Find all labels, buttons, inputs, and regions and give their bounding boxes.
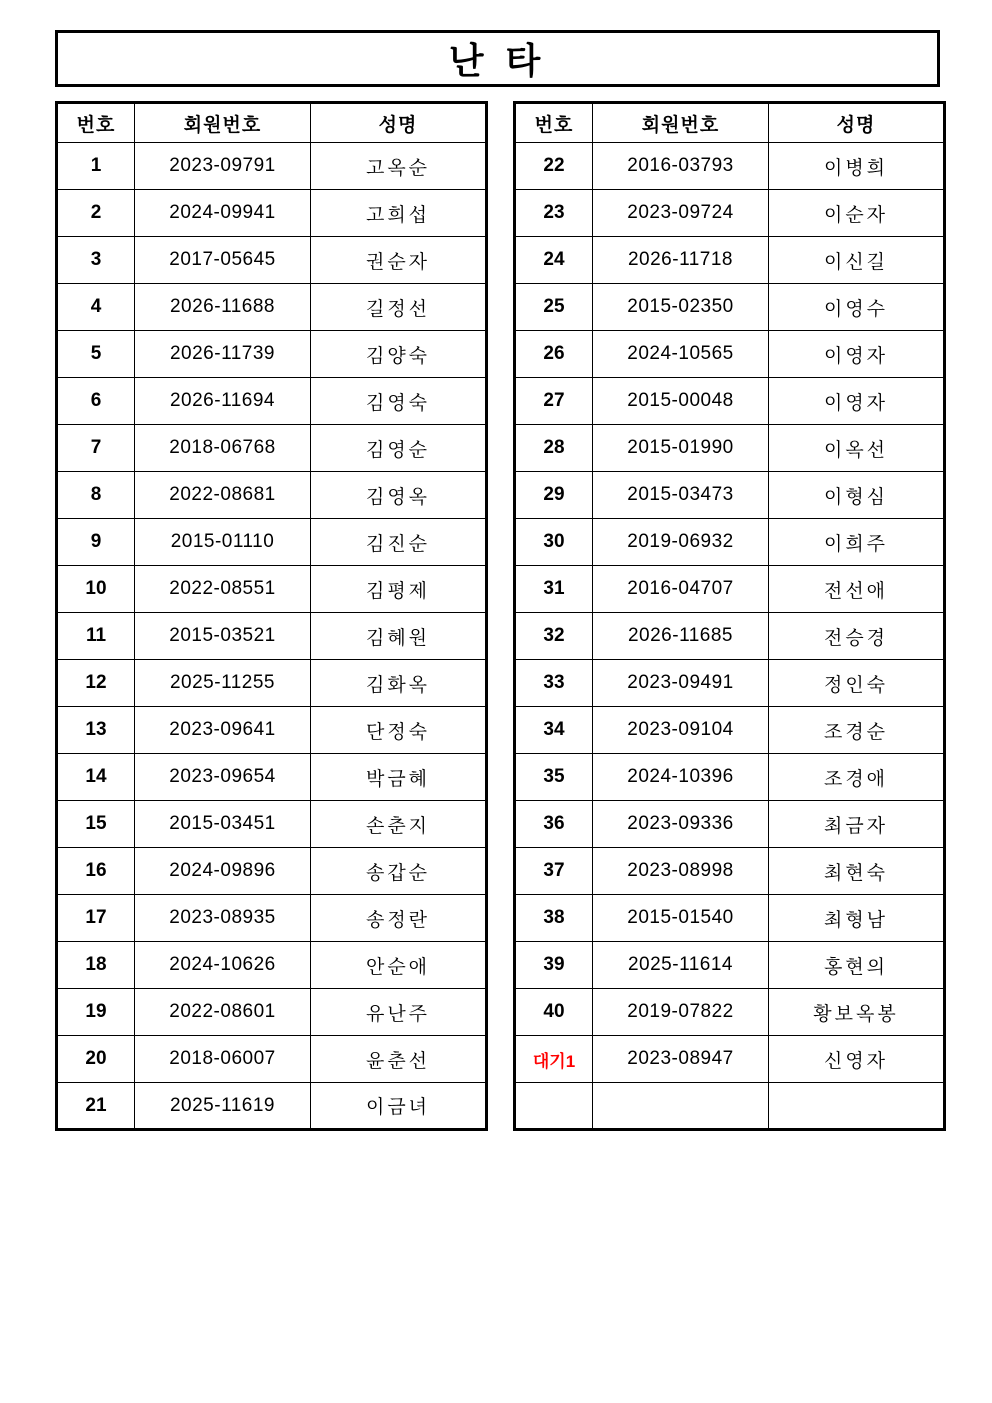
cell-member-id: 2023-09336 [593, 801, 769, 848]
header-name: 성명 [769, 103, 945, 143]
cell-no: 17 [57, 895, 135, 942]
cell-member-id: 2023-09724 [593, 190, 769, 237]
table-header [57, 103, 487, 143]
table-row [515, 425, 945, 472]
cell-no: 27 [515, 378, 593, 425]
cell-name: 황보옥봉 [769, 989, 945, 1036]
cell-no: 20 [57, 1036, 135, 1083]
header-name: 성명 [311, 103, 487, 143]
cell-no: 9 [57, 519, 135, 566]
table-row [57, 754, 487, 801]
table-body-left [57, 143, 487, 1130]
table-row [515, 1036, 945, 1083]
cell-no: 22 [515, 143, 593, 190]
table-row [515, 660, 945, 707]
cell-name: 길정선 [311, 284, 487, 331]
cell-name: 조경순 [769, 707, 945, 754]
table-row [515, 331, 945, 378]
cell-no: 38 [515, 895, 593, 942]
cell-name: 이영자 [769, 331, 945, 378]
table-row [515, 942, 945, 989]
table-row [57, 801, 487, 848]
cell-no: 35 [515, 754, 593, 801]
cell-name: 이희주 [769, 519, 945, 566]
cell-member-id: 2023-08935 [135, 895, 311, 942]
cell-member-id: 2015-01540 [593, 895, 769, 942]
cell-member-id: 2024-09896 [135, 848, 311, 895]
table-row [57, 660, 487, 707]
cell-no: 5 [57, 331, 135, 378]
cell-no: 23 [515, 190, 593, 237]
header-no: 번호 [515, 103, 593, 143]
cell-member-id: 2019-06932 [593, 519, 769, 566]
header-row [515, 103, 945, 143]
cell-member-id: 2024-10565 [593, 331, 769, 378]
cell-name: 김평제 [311, 566, 487, 613]
tables-container [55, 101, 992, 1131]
cell-name: 김영옥 [311, 472, 487, 519]
cell-name: 박금혜 [311, 754, 487, 801]
cell-name: 이옥선 [769, 425, 945, 472]
cell-name: 고옥순 [311, 143, 487, 190]
cell-no: 3 [57, 237, 135, 284]
cell-no: 19 [57, 989, 135, 1036]
cell-member-id: 2026-11694 [135, 378, 311, 425]
table-row [57, 425, 487, 472]
cell-name: 최현숙 [769, 848, 945, 895]
table-row [515, 707, 945, 754]
cell-member-id: 2023-09791 [135, 143, 311, 190]
cell-member-id: 2025-11619 [135, 1083, 311, 1130]
table-row [57, 895, 487, 942]
cell-member-id: 2026-11739 [135, 331, 311, 378]
cell-member-id: 2025-11614 [593, 942, 769, 989]
table-row [57, 1083, 487, 1130]
cell-no: 24 [515, 237, 593, 284]
cell-no: 14 [57, 754, 135, 801]
cell-member-id: 2026-11685 [593, 613, 769, 660]
cell-member-id: 2022-08601 [135, 989, 311, 1036]
cell-no: 11 [57, 613, 135, 660]
cell-no: 25 [515, 284, 593, 331]
table-row [515, 143, 945, 190]
cell-member-id: 2015-01990 [593, 425, 769, 472]
cell-name: 전승경 [769, 613, 945, 660]
cell-member-id: 2022-08681 [135, 472, 311, 519]
cell-member-id [593, 1083, 769, 1130]
cell-name: 최금자 [769, 801, 945, 848]
table-row [515, 284, 945, 331]
cell-no: 12 [57, 660, 135, 707]
cell-member-id: 2023-08998 [593, 848, 769, 895]
cell-member-id: 2015-03521 [135, 613, 311, 660]
table-row [57, 707, 487, 754]
roster-table-right [513, 101, 946, 1131]
cell-name: 김진순 [311, 519, 487, 566]
cell-member-id: 2016-03793 [593, 143, 769, 190]
cell-no: 4 [57, 284, 135, 331]
table-row [57, 284, 487, 331]
cell-no: 37 [515, 848, 593, 895]
cell-member-id: 2015-02350 [593, 284, 769, 331]
table-row [515, 566, 945, 613]
cell-member-id: 2022-08551 [135, 566, 311, 613]
table-row [515, 378, 945, 425]
cell-name: 단정숙 [311, 707, 487, 754]
cell-member-id: 2026-11718 [593, 237, 769, 284]
cell-name: 김영숙 [311, 378, 487, 425]
cell-member-id: 2016-04707 [593, 566, 769, 613]
cell-member-id: 2018-06768 [135, 425, 311, 472]
cell-name: 이병희 [769, 143, 945, 190]
cell-member-id: 2023-09641 [135, 707, 311, 754]
cell-name: 이형심 [769, 472, 945, 519]
cell-name: 이영수 [769, 284, 945, 331]
cell-no: 8 [57, 472, 135, 519]
cell-member-id: 2015-00048 [593, 378, 769, 425]
cell-member-id: 2025-11255 [135, 660, 311, 707]
cell-no: 32 [515, 613, 593, 660]
table-row [515, 801, 945, 848]
cell-name: 신영자 [769, 1036, 945, 1083]
table-row [515, 989, 945, 1036]
cell-no: 2 [57, 190, 135, 237]
cell-no: 39 [515, 942, 593, 989]
cell-name: 안순애 [311, 942, 487, 989]
cell-member-id: 2015-01110 [135, 519, 311, 566]
cell-name: 윤춘선 [311, 1036, 487, 1083]
cell-member-id: 2026-11688 [135, 284, 311, 331]
cell-member-id: 2023-08947 [593, 1036, 769, 1083]
table-row [515, 472, 945, 519]
cell-member-id: 2017-05645 [135, 237, 311, 284]
cell-member-id: 2015-03451 [135, 801, 311, 848]
table-row [57, 378, 487, 425]
cell-no: 30 [515, 519, 593, 566]
cell-member-id: 2024-09941 [135, 190, 311, 237]
cell-no: 29 [515, 472, 593, 519]
table-row [515, 754, 945, 801]
table-row [57, 472, 487, 519]
cell-name: 권순자 [311, 237, 487, 284]
cell-name: 유난주 [311, 989, 487, 1036]
cell-no: 26 [515, 331, 593, 378]
cell-name: 김혜원 [311, 613, 487, 660]
header-no: 번호 [57, 103, 135, 143]
table-row [57, 848, 487, 895]
cell-no: 15 [57, 801, 135, 848]
cell-no: 18 [57, 942, 135, 989]
cell-no: 1 [57, 143, 135, 190]
cell-member-id: 2018-06007 [135, 1036, 311, 1083]
cell-no: 13 [57, 707, 135, 754]
cell-no: 31 [515, 566, 593, 613]
cell-name: 고희섭 [311, 190, 487, 237]
table-row [515, 519, 945, 566]
roster-table-left [55, 101, 488, 1131]
table-row [515, 613, 945, 660]
cell-name: 김양숙 [311, 331, 487, 378]
cell-name: 이신길 [769, 237, 945, 284]
cell-name: 김영순 [311, 425, 487, 472]
header-member-id: 회원번호 [593, 103, 769, 143]
cell-name: 조경애 [769, 754, 945, 801]
cell-name: 송갑순 [311, 848, 487, 895]
cell-name: 홍현의 [769, 942, 945, 989]
cell-name: 김화옥 [311, 660, 487, 707]
cell-name [769, 1083, 945, 1130]
title-box [55, 30, 940, 87]
table-row [57, 989, 487, 1036]
cell-no: 34 [515, 707, 593, 754]
cell-no: 10 [57, 566, 135, 613]
cell-no: 40 [515, 989, 593, 1036]
cell-name: 최형남 [769, 895, 945, 942]
header-row [57, 103, 487, 143]
cell-name: 정인숙 [769, 660, 945, 707]
cell-member-id: 2023-09104 [593, 707, 769, 754]
cell-no: 21 [57, 1083, 135, 1130]
cell-name: 이금녀 [311, 1083, 487, 1130]
cell-no: 대기1 [515, 1036, 593, 1083]
cell-no: 7 [57, 425, 135, 472]
table-row [57, 1036, 487, 1083]
cell-name: 송정란 [311, 895, 487, 942]
cell-no: 28 [515, 425, 593, 472]
cell-member-id: 2023-09654 [135, 754, 311, 801]
cell-member-id: 2019-07822 [593, 989, 769, 1036]
cell-name: 전선애 [769, 566, 945, 613]
table-row [515, 848, 945, 895]
cell-name: 손춘지 [311, 801, 487, 848]
table-row [57, 613, 487, 660]
table-row [515, 1083, 945, 1130]
cell-member-id: 2015-03473 [593, 472, 769, 519]
table-row [57, 331, 487, 378]
cell-no: 36 [515, 801, 593, 848]
table-row [515, 237, 945, 284]
table-row [57, 566, 487, 613]
table-row [57, 190, 487, 237]
table-row [515, 190, 945, 237]
cell-member-id: 2023-09491 [593, 660, 769, 707]
table-row [57, 942, 487, 989]
header-member-id: 회원번호 [135, 103, 311, 143]
table-row [57, 143, 487, 190]
cell-member-id: 2024-10396 [593, 754, 769, 801]
table-header [515, 103, 945, 143]
table-row [57, 237, 487, 284]
cell-name: 이순자 [769, 190, 945, 237]
table-row [515, 895, 945, 942]
cell-member-id: 2024-10626 [135, 942, 311, 989]
cell-no [515, 1083, 593, 1130]
cell-no: 16 [57, 848, 135, 895]
cell-no: 33 [515, 660, 593, 707]
cell-name: 이영자 [769, 378, 945, 425]
table-row [57, 519, 487, 566]
page-title: 난 타 [448, 40, 547, 81]
table-body-right [515, 143, 945, 1130]
cell-no: 6 [57, 378, 135, 425]
